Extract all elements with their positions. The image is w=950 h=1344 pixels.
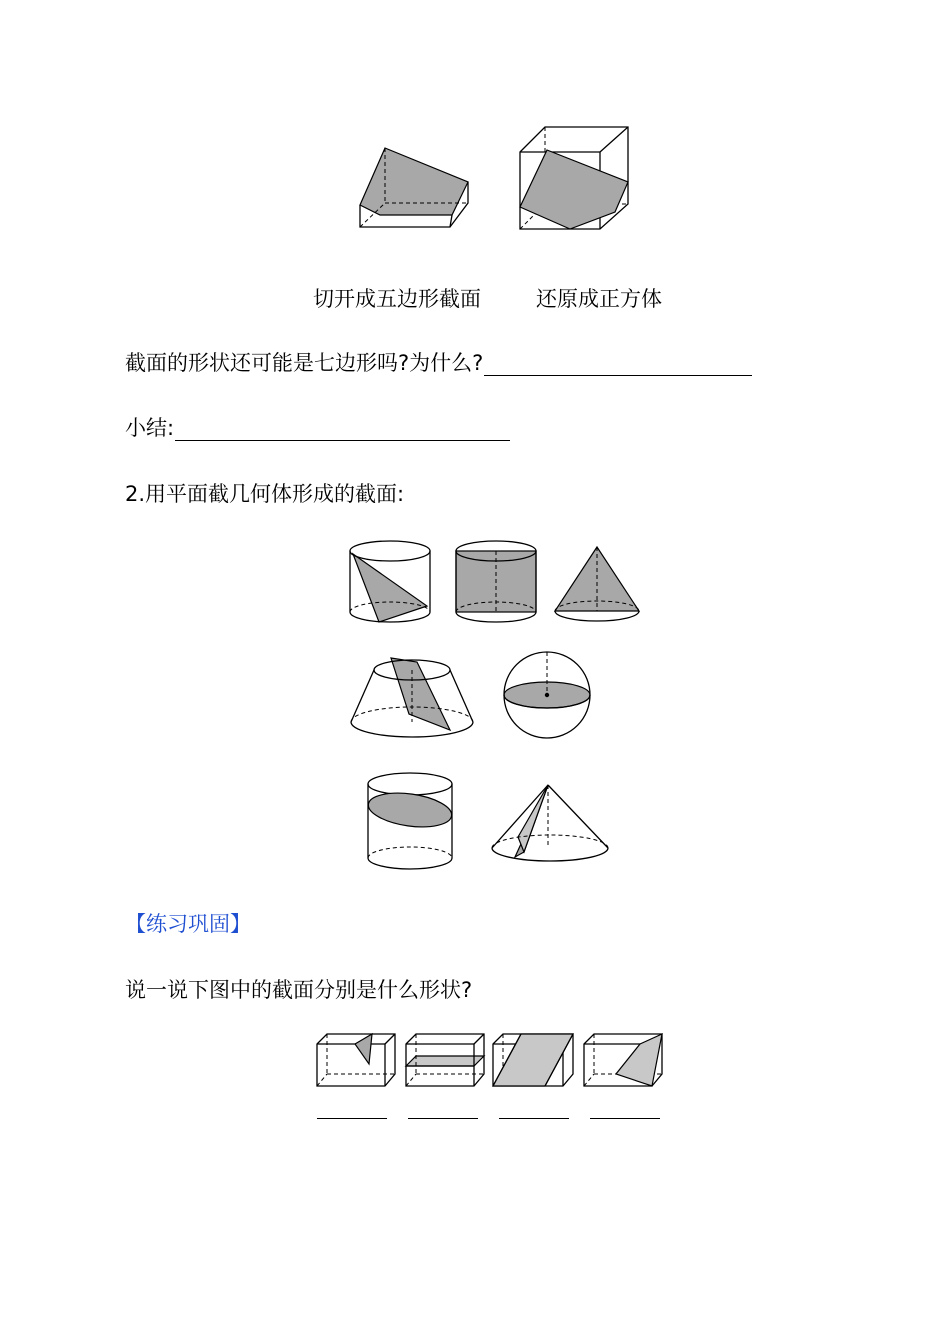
caption-pentagon: 切开成五边形截面 bbox=[313, 287, 481, 311]
frustum-trapezoid-section bbox=[347, 652, 477, 742]
practice-title: 【练习巩固】 bbox=[125, 912, 251, 936]
cylinder-oblique-section bbox=[345, 538, 435, 628]
caption-cube: 还原成正方体 bbox=[536, 287, 662, 311]
summary bbox=[125, 415, 510, 441]
cut-pentagon-figure bbox=[355, 145, 475, 235]
answer-blank-1[interactable] bbox=[484, 355, 752, 376]
summary-blank[interactable] bbox=[175, 420, 510, 441]
box-triangle-section bbox=[315, 1032, 397, 1090]
question-heptagon-text: 截面的形状还可能是七边形吗?为什么? bbox=[125, 351, 484, 375]
summary-label: 小结: bbox=[125, 416, 175, 440]
cylinder-ellipse-section bbox=[364, 770, 459, 875]
answer-line-1[interactable] bbox=[317, 1118, 387, 1119]
box-parallelogram-section bbox=[491, 1032, 575, 1090]
answer-line-2[interactable] bbox=[408, 1118, 478, 1119]
answer-line-3[interactable] bbox=[499, 1118, 569, 1119]
practice-question: 说一说下图中的截面分别是什么形状? bbox=[125, 978, 473, 1002]
box-trapezoid-section bbox=[582, 1032, 664, 1090]
question-heptagon bbox=[125, 350, 752, 376]
cylinder-rectangle-section bbox=[452, 538, 540, 628]
sphere-circle-section bbox=[500, 650, 595, 745]
cone-oblique-section bbox=[488, 782, 613, 867]
answer-line-4[interactable] bbox=[590, 1118, 660, 1119]
cone-triangle-section bbox=[550, 543, 645, 628]
item2-heading: 2.用平面截几何体形成的截面: bbox=[125, 482, 405, 506]
restored-cube-figure bbox=[515, 122, 635, 237]
box-rectangle-horizontal-section bbox=[404, 1032, 486, 1090]
